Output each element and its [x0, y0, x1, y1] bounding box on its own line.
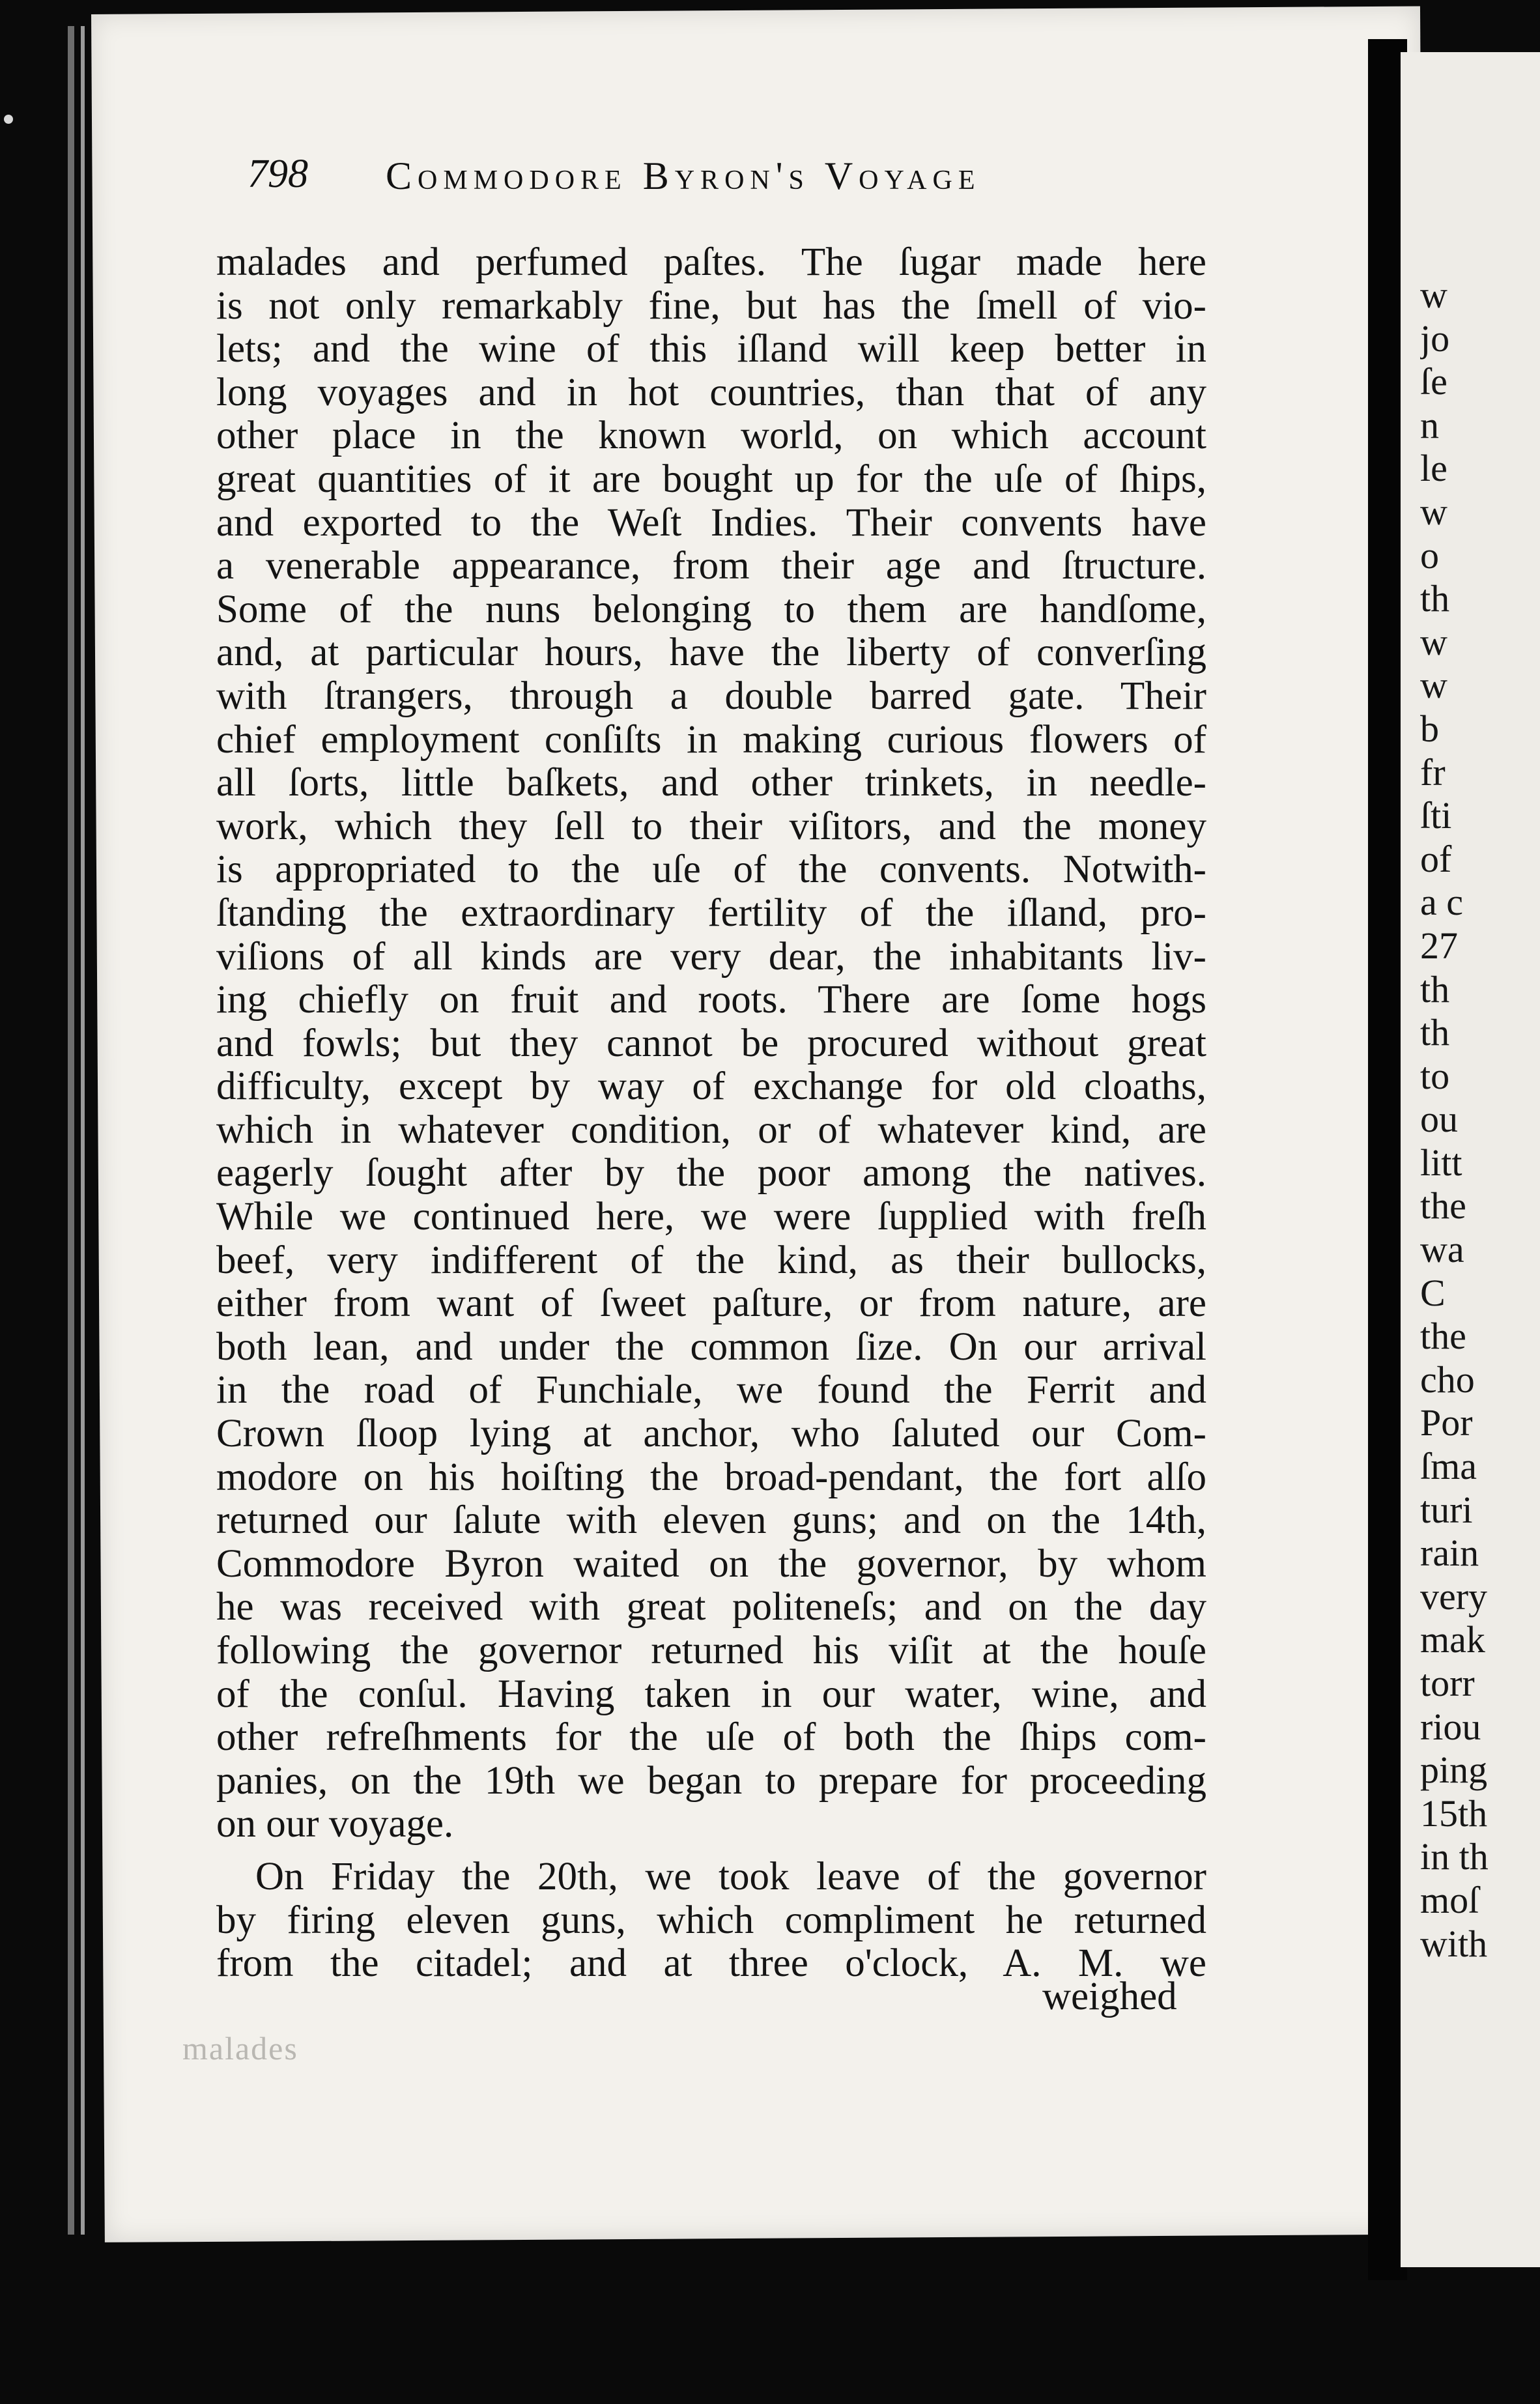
facing-line-fragment: ſe — [1420, 360, 1447, 403]
facing-line-fragment: fr — [1420, 751, 1446, 794]
facing-line-fragment: wa — [1420, 1228, 1464, 1271]
show-through-text: malades — [182, 2030, 298, 2067]
facing-line-fragment: C — [1420, 1271, 1446, 1314]
body-text — [216, 241, 1206, 1986]
text-line: is not only remarkably fine, but has the ſmell of vio- — [216, 283, 1206, 328]
page-stack-edge — [68, 26, 74, 2235]
page-stack-edge-inner — [81, 26, 85, 2235]
facing-line-fragment: riou — [1420, 1705, 1481, 1748]
running-head — [248, 151, 1264, 210]
facing-line-fragment: to — [1420, 1054, 1450, 1097]
facing-line-fragment: the — [1420, 1184, 1466, 1227]
facing-line-fragment: th — [1420, 1011, 1450, 1054]
facing-page-text — [1420, 274, 1540, 1966]
text-line: great quantities of it are bought up for the uſe of ſhips, — [216, 457, 1206, 501]
facing-line-fragment: cho — [1420, 1358, 1475, 1401]
text-line: Some of the nuns belonging to them are handſome, — [216, 587, 1206, 631]
text-line: beef, very indifferent of the kind, as their bullocks, — [216, 1238, 1206, 1282]
text-line: lets; and the wine of this iſland will keep better in — [216, 327, 1206, 371]
facing-line-fragment: very — [1420, 1575, 1488, 1618]
text-line: which in whatever condition, or of whatever kind, are — [216, 1108, 1206, 1152]
text-line: in the road of Funchiale, we found the Ferrit and — [216, 1368, 1206, 1412]
facing-line-fragment: moſ — [1420, 1878, 1479, 1921]
text-line: with ſtrangers, through a double barred gate. Their — [216, 674, 1206, 718]
facing-line-fragment: the — [1420, 1315, 1466, 1358]
facing-line-fragment: Por — [1420, 1401, 1473, 1444]
text-line: is appropriated to the uſe of the convents. Notwith- — [216, 848, 1206, 892]
facing-line-fragment: torr — [1420, 1662, 1475, 1704]
scan-dust-dot — [4, 115, 13, 124]
facing-line-fragment: mak — [1420, 1618, 1485, 1661]
facing-line-fragment: litt — [1420, 1141, 1462, 1184]
facing-line-fragment: n — [1420, 403, 1439, 446]
text-line: he was received with great politeneſs; and on the day — [216, 1585, 1206, 1629]
text-line: either from want of ſweet paſture, or from nature, are — [216, 1281, 1206, 1326]
facing-line-fragment: ping — [1420, 1749, 1488, 1792]
paragraph-2 — [216, 1855, 1206, 1986]
facing-line-fragment: th — [1420, 577, 1450, 620]
text-line: a venerable appearance, from their age and ſtructure. — [216, 544, 1206, 588]
text-line: other refreſhments for the uſe of both the ſhips com- — [216, 1715, 1206, 1760]
catchword: weighed — [1042, 1975, 1177, 2018]
text-line: viſions of all kinds are very dear, the inhabitants liv- — [216, 934, 1206, 979]
facing-line-fragment: turi — [1420, 1488, 1473, 1531]
facing-line-fragment: ou — [1420, 1098, 1458, 1141]
text-line: other place in the known world, on which account — [216, 414, 1206, 458]
text-line: ing chiefly on fruit and roots. There are ſome hogs — [216, 978, 1206, 1022]
text-line: from the citadel; and at three o'clock, A. M. we — [216, 1941, 1206, 1986]
facing-line-fragment: o — [1420, 534, 1439, 577]
facing-line-fragment: w — [1420, 274, 1447, 316]
text-line: Commodore Byron waited on the governor, by whom — [216, 1541, 1206, 1586]
facing-line-fragment: rain — [1420, 1532, 1479, 1575]
text-line: returned our ſalute with eleven guns; and on the 14th, — [216, 1498, 1206, 1543]
facing-line-fragment: ſti — [1420, 794, 1452, 837]
facing-line-fragment: in th — [1420, 1835, 1489, 1878]
paragraph-1 — [216, 241, 1206, 1846]
text-line: chief employment conſiſts in making curious flowers of — [216, 717, 1206, 762]
text-line: both lean, and under the common ſize. On our arrival — [216, 1324, 1206, 1369]
text-line: long voyages and in hot countries, than that of any — [216, 370, 1206, 414]
text-line: work, which they ſell to their viſitors, and the money — [216, 804, 1206, 848]
facing-line-fragment: b — [1420, 707, 1439, 750]
facing-line-fragment: le — [1420, 447, 1447, 490]
text-line: ſtanding the extraordinary fertility of the iſland, pro- — [216, 891, 1206, 935]
text-line: panies, on the 19th we began to prepare for proceeding — [216, 1758, 1206, 1803]
facing-line-fragment: w — [1420, 664, 1447, 707]
text-line: modore on his hoiſting the broad-pendant, the fort alſo — [216, 1455, 1206, 1499]
page-number: 798 — [248, 152, 308, 196]
facing-line-fragment: ſma — [1420, 1445, 1477, 1488]
running-title: Commodore Byron's Voyage — [386, 154, 981, 197]
facing-line-fragment: with — [1420, 1922, 1488, 1965]
text-line: On Friday the 20th, we took leave of the governor — [255, 1854, 1206, 1898]
facing-line-fragment: jo — [1420, 317, 1450, 360]
facing-line-fragment: a c — [1420, 881, 1463, 924]
facing-line-fragment: of — [1420, 837, 1452, 880]
text-line: all ſorts, little baſkets, and other trinkets, in needle- — [216, 761, 1206, 805]
text-line: While we continued here, we were ſupplied with freſh — [216, 1195, 1206, 1239]
text-line: and fowls; but they cannot be procured without great — [216, 1021, 1206, 1065]
text-line: by firing eleven guns, which compliment he returned — [216, 1898, 1206, 1942]
text-line: of the conſul. Having taken in our water, wine, and — [216, 1672, 1206, 1716]
text-line: eagerly ſought after by the poor among the natives. — [216, 1151, 1206, 1195]
text-line: on our voyage. — [216, 1802, 454, 1846]
text-line: malades and perfumed paſtes. The ſugar made here — [216, 240, 1206, 284]
facing-line-fragment: w — [1420, 490, 1447, 533]
text-line: and exported to the Weſt Indies. Their convents have — [216, 500, 1206, 545]
text-line: following the governor returned his viſit at the houſe — [216, 1629, 1206, 1672]
text-line: Crown ſloop lying at anchor, who ſaluted our Com- — [216, 1412, 1206, 1456]
text-line: difficulty, except by way of exchange for old cloaths, — [216, 1065, 1206, 1109]
facing-line-fragment: th — [1420, 967, 1450, 1010]
facing-line-fragment: 27 — [1420, 924, 1458, 967]
facing-line-fragment: w — [1420, 620, 1447, 663]
text-line: and, at particular hours, have the liberty of converſing — [216, 631, 1206, 675]
facing-line-fragment: 15th — [1420, 1792, 1488, 1835]
